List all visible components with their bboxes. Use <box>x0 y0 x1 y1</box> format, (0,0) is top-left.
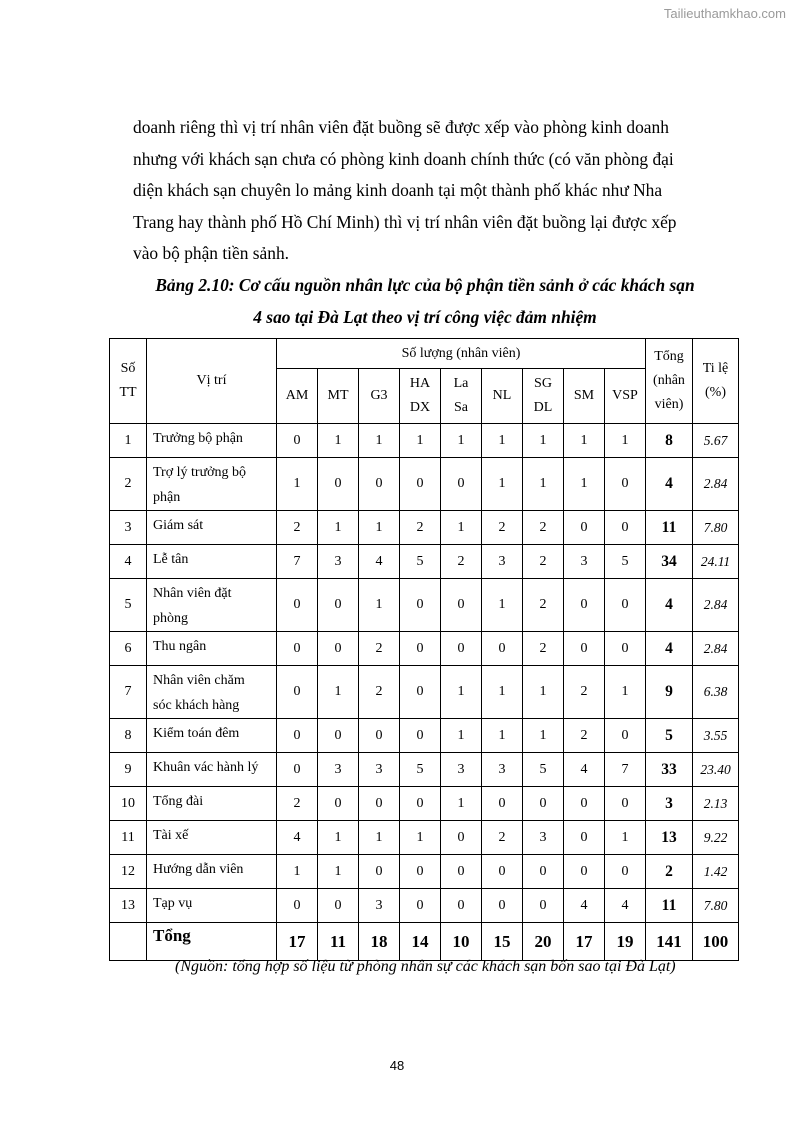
row-value: 1 <box>605 666 646 719</box>
row-value: 0 <box>605 458 646 511</box>
row-value: 0 <box>277 753 318 787</box>
row-value: 0 <box>482 787 523 821</box>
row-position: Tổng đài <box>147 787 277 821</box>
totals-value: 17 <box>277 923 318 961</box>
row-value: 0 <box>605 579 646 632</box>
row-position: Trưởng bộ phận <box>147 424 277 458</box>
row-value: 0 <box>564 787 605 821</box>
totals-value: 11 <box>318 923 359 961</box>
row-value: 2 <box>277 787 318 821</box>
row-value: 2 <box>277 511 318 545</box>
row-total: 4 <box>646 458 693 511</box>
row-position: Khuân vác hành lý <box>147 753 277 787</box>
paragraph-line: nhưng với khách sạn chưa có phòng kinh doanh chính thức (có văn phòng đại <box>133 148 674 169</box>
row-percent: 5.67 <box>693 424 739 458</box>
row-position: Nhân viên chăm sóc khách hàng <box>147 666 277 719</box>
header-hotel: VSP <box>605 369 646 424</box>
row-percent: 2.84 <box>693 579 739 632</box>
row-percent: 2.84 <box>693 632 739 666</box>
row-value: 0 <box>564 511 605 545</box>
row-value: 2 <box>359 632 400 666</box>
row-value: 0 <box>277 666 318 719</box>
row-stt: 8 <box>110 719 147 753</box>
row-value: 0 <box>318 719 359 753</box>
source-note: (Nguồn: tổng hợp số liệu từ phòng nhân sự các khách sạn bốn sao tại Đà Lạt) <box>175 958 676 975</box>
table-row <box>110 889 739 923</box>
row-value: 0 <box>605 632 646 666</box>
paragraph-line: doanh riêng thì vị trí nhân viên đặt buồng sẽ được xếp vào phòng kinh doanh <box>133 117 669 137</box>
row-position: Giám sát <box>147 511 277 545</box>
table-row <box>110 424 739 458</box>
row-value: 0 <box>359 458 400 511</box>
row-value: 5 <box>605 545 646 579</box>
row-value: 2 <box>400 511 441 545</box>
row-position: Trợ lý trưởng bộ phận <box>147 458 277 511</box>
row-percent: 23.40 <box>693 753 739 787</box>
row-total: 33 <box>646 753 693 787</box>
row-stt: 2 <box>110 458 147 511</box>
row-value: 1 <box>523 424 564 458</box>
totals-value: 19 <box>605 923 646 961</box>
row-value: 1 <box>441 511 482 545</box>
row-value: 2 <box>523 545 564 579</box>
row-total: 2 <box>646 855 693 889</box>
row-percent: 24.11 <box>693 545 739 579</box>
row-position: Lễ tân <box>147 545 277 579</box>
row-position: Tạp vụ <box>147 889 277 923</box>
row-value: 3 <box>482 545 523 579</box>
row-value: 2 <box>523 511 564 545</box>
row-value: 3 <box>482 753 523 787</box>
row-total: 4 <box>646 579 693 632</box>
row-value: 0 <box>441 855 482 889</box>
row-value: 4 <box>564 889 605 923</box>
row-value: 0 <box>318 579 359 632</box>
row-value: 2 <box>523 579 564 632</box>
row-percent: 1.42 <box>693 855 739 889</box>
row-value: 0 <box>400 889 441 923</box>
row-value: 5 <box>400 545 441 579</box>
row-value: 0 <box>564 579 605 632</box>
totals-label: Tổng <box>147 923 277 961</box>
row-value: 2 <box>441 545 482 579</box>
totals-value: 17 <box>564 923 605 961</box>
row-value: 0 <box>400 666 441 719</box>
row-value: 0 <box>400 579 441 632</box>
row-stt: 1 <box>110 424 147 458</box>
row-value: 3 <box>318 545 359 579</box>
totals-value: 14 <box>400 923 441 961</box>
row-total: 3 <box>646 787 693 821</box>
row-stt: 7 <box>110 666 147 719</box>
row-value: 1 <box>605 424 646 458</box>
row-stt: 3 <box>110 511 147 545</box>
row-total: 5 <box>646 719 693 753</box>
page-number: 48 <box>389 1058 405 1073</box>
row-value: 2 <box>482 511 523 545</box>
row-value: 3 <box>359 889 400 923</box>
row-value: 0 <box>400 458 441 511</box>
row-value: 1 <box>318 855 359 889</box>
row-value: 1 <box>277 458 318 511</box>
row-value: 1 <box>441 719 482 753</box>
row-value: 0 <box>523 787 564 821</box>
row-value: 0 <box>277 719 318 753</box>
header-hotel: SG DL <box>523 369 564 424</box>
row-value: 0 <box>482 855 523 889</box>
row-value: 1 <box>564 424 605 458</box>
header-hotel: HA DX <box>400 369 441 424</box>
row-value: 0 <box>441 821 482 855</box>
row-value: 7 <box>605 753 646 787</box>
row-value: 1 <box>564 458 605 511</box>
row-value: 1 <box>441 424 482 458</box>
row-value: 1 <box>523 458 564 511</box>
row-position: Kiểm toán đêm <box>147 719 277 753</box>
row-total: 13 <box>646 821 693 855</box>
paragraph-line: diện khách sạn chuyên lo mảng kinh doanh tại một thành phố khác như Nha <box>133 180 663 200</box>
header-quantity: Số lượng (nhân viên) <box>277 339 646 369</box>
paragraph-line: Trang hay thành phố Hồ Chí Minh) thì vị trí nhân viên đặt buồng lại được xếp <box>133 211 677 232</box>
row-value: 0 <box>441 458 482 511</box>
row-value: 7 <box>277 545 318 579</box>
row-value: 1 <box>277 855 318 889</box>
row-percent: 3.55 <box>693 719 739 753</box>
row-value: 1 <box>318 424 359 458</box>
row-value: 0 <box>564 855 605 889</box>
table-row <box>110 545 739 579</box>
row-value: 2 <box>564 719 605 753</box>
row-value: 1 <box>523 666 564 719</box>
table-row <box>110 632 739 666</box>
row-value: 1 <box>482 424 523 458</box>
row-value: 1 <box>400 424 441 458</box>
staff-structure-table <box>109 338 739 961</box>
totals-stt <box>110 923 147 961</box>
row-value: 4 <box>359 545 400 579</box>
row-stt: 12 <box>110 855 147 889</box>
row-value: 1 <box>318 666 359 719</box>
row-value: 0 <box>318 889 359 923</box>
row-value: 0 <box>318 458 359 511</box>
table-row <box>110 579 739 632</box>
row-value: 4 <box>564 753 605 787</box>
row-value: 1 <box>482 579 523 632</box>
header-hotel: La Sa <box>441 369 482 424</box>
row-value: 3 <box>523 821 564 855</box>
row-value: 1 <box>359 579 400 632</box>
table-row <box>110 666 739 719</box>
row-total: 4 <box>646 632 693 666</box>
row-value: 0 <box>277 889 318 923</box>
row-percent: 7.80 <box>693 889 739 923</box>
totals-percent: 100 <box>693 923 739 961</box>
row-value: 0 <box>564 821 605 855</box>
row-value: 1 <box>441 787 482 821</box>
row-position: Hướng dẫn viên <box>147 855 277 889</box>
row-position: Nhân viên đặt phòng <box>147 579 277 632</box>
totals-row <box>110 923 739 961</box>
row-value: 0 <box>400 855 441 889</box>
row-value: 2 <box>482 821 523 855</box>
row-percent: 7.80 <box>693 511 739 545</box>
totals-value: 20 <box>523 923 564 961</box>
row-value: 0 <box>318 632 359 666</box>
row-total: 9 <box>646 666 693 719</box>
row-stt: 11 <box>110 821 147 855</box>
row-value: 2 <box>523 632 564 666</box>
row-value: 1 <box>318 821 359 855</box>
table-row <box>110 821 739 855</box>
row-value: 3 <box>564 545 605 579</box>
body-paragraph <box>133 112 718 270</box>
totals-value: 10 <box>441 923 482 961</box>
row-value: 1 <box>441 666 482 719</box>
header-position: Vị trí <box>147 339 277 424</box>
row-stt: 9 <box>110 753 147 787</box>
row-value: 3 <box>359 753 400 787</box>
header-ratio: Ti lệ (%) <box>693 339 739 424</box>
row-value: 0 <box>441 889 482 923</box>
row-value: 0 <box>277 424 318 458</box>
row-value: 5 <box>400 753 441 787</box>
row-value: 0 <box>359 787 400 821</box>
header-total: Tổng (nhân viên) <box>646 339 693 424</box>
table-row <box>110 458 739 511</box>
row-value: 1 <box>359 424 400 458</box>
row-value: 0 <box>359 855 400 889</box>
row-value: 0 <box>400 719 441 753</box>
header-hotel: G3 <box>359 369 400 424</box>
row-value: 2 <box>359 666 400 719</box>
row-value: 0 <box>277 632 318 666</box>
row-value: 0 <box>523 855 564 889</box>
row-value: 3 <box>318 753 359 787</box>
row-value: 0 <box>359 719 400 753</box>
row-value: 0 <box>605 511 646 545</box>
row-value: 1 <box>359 511 400 545</box>
row-stt: 4 <box>110 545 147 579</box>
row-value: 0 <box>277 579 318 632</box>
row-value: 1 <box>318 511 359 545</box>
table-row <box>110 753 739 787</box>
table-row <box>110 855 739 889</box>
row-value: 0 <box>523 889 564 923</box>
row-value: 0 <box>605 855 646 889</box>
header-stt: Số TT <box>110 339 147 424</box>
row-value: 1 <box>482 666 523 719</box>
table-row <box>110 719 739 753</box>
row-value: 4 <box>277 821 318 855</box>
row-value: 0 <box>482 632 523 666</box>
row-value: 3 <box>441 753 482 787</box>
row-total: 34 <box>646 545 693 579</box>
table-caption-line2: 4 sao tại Đà Lạt theo vị trí công việc đảm nhiệm <box>253 307 597 327</box>
row-stt: 13 <box>110 889 147 923</box>
row-value: 0 <box>400 632 441 666</box>
table-row <box>110 787 739 821</box>
row-value: 1 <box>605 821 646 855</box>
row-stt: 10 <box>110 787 147 821</box>
row-value: 0 <box>441 632 482 666</box>
row-value: 0 <box>605 787 646 821</box>
row-value: 0 <box>482 889 523 923</box>
row-total: 11 <box>646 889 693 923</box>
row-value: 0 <box>441 579 482 632</box>
row-position: Thu ngân <box>147 632 277 666</box>
watermark: Tailieuthamkhao.com <box>663 6 786 21</box>
row-value: 1 <box>523 719 564 753</box>
totals-total: 141 <box>646 923 693 961</box>
row-percent: 2.13 <box>693 787 739 821</box>
row-value: 0 <box>318 787 359 821</box>
table-row <box>110 511 739 545</box>
row-total: 11 <box>646 511 693 545</box>
row-percent: 2.84 <box>693 458 739 511</box>
paragraph-line: vào bộ phận tiền sảnh. <box>133 243 289 263</box>
row-value: 5 <box>523 753 564 787</box>
row-value: 4 <box>605 889 646 923</box>
row-value: 1 <box>359 821 400 855</box>
row-value: 0 <box>564 632 605 666</box>
row-value: 1 <box>482 719 523 753</box>
row-value: 0 <box>400 787 441 821</box>
row-value: 2 <box>564 666 605 719</box>
header-hotel: NL <box>482 369 523 424</box>
totals-value: 15 <box>482 923 523 961</box>
row-total: 8 <box>646 424 693 458</box>
row-stt: 5 <box>110 579 147 632</box>
row-percent: 6.38 <box>693 666 739 719</box>
row-stt: 6 <box>110 632 147 666</box>
row-percent: 9.22 <box>693 821 739 855</box>
row-value: 0 <box>605 719 646 753</box>
header-row <box>110 339 739 369</box>
row-value: 1 <box>400 821 441 855</box>
header-hotel: MT <box>318 369 359 424</box>
header-hotel: AM <box>277 369 318 424</box>
table-caption-line1: Bảng 2.10: Cơ cấu nguồn nhân lực của bộ phận tiền sảnh ở các khách sạn <box>155 275 695 295</box>
row-position: Tài xế <box>147 821 277 855</box>
totals-value: 18 <box>359 923 400 961</box>
row-value: 1 <box>482 458 523 511</box>
header-hotel: SM <box>564 369 605 424</box>
